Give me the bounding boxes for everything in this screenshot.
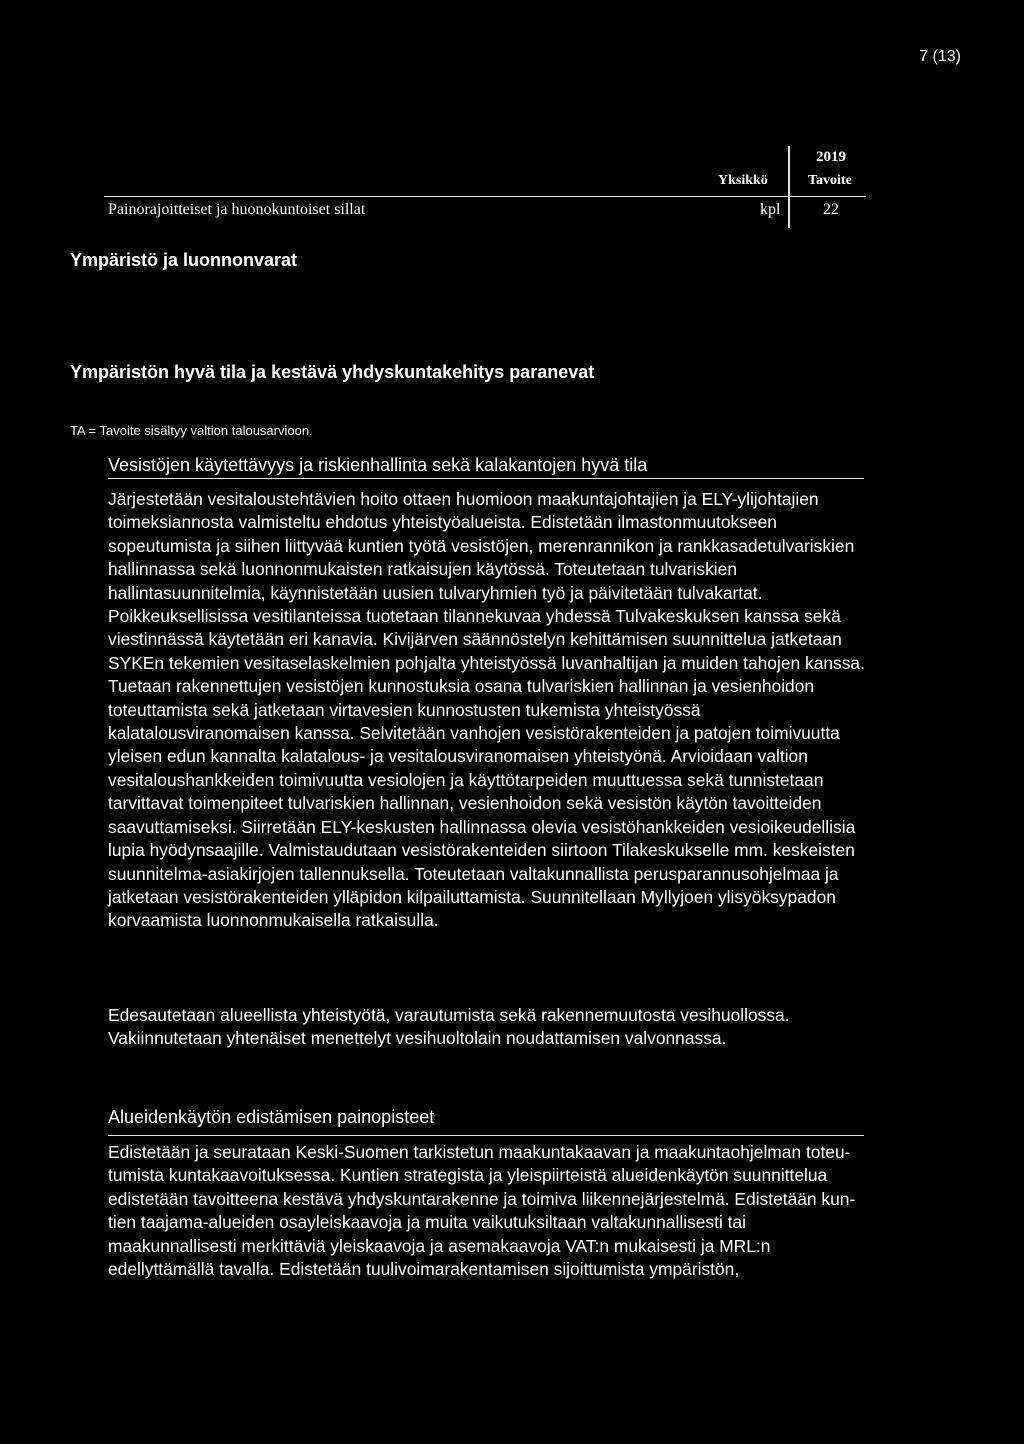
table-row-unit: kpl [760, 201, 781, 218]
block-title-water: Vesistöjen käytettävyys ja riskienhallinta sekä kalakantojen hyvä tila [108, 455, 648, 475]
table-year-header: 2019 [816, 149, 846, 165]
table-column-divider [788, 146, 790, 228]
table-target-header: Tavoite [808, 173, 852, 188]
block-title-land-use: Alueidenkäytön edistämisen painopisteet [108, 1107, 435, 1127]
table-row-target: 22 [823, 201, 839, 218]
block-paragraph-water: Järjestetään vesitaloustehtävien hoito ottaen huomioon maakuntajohtajien ja ELY-ylijohtajien toimeksiannosta valmisteltu ehdotus yhteistyöalueista. Edistetään ilmastonmuutokseen sopeutumista ja siihen liittyvää kuntien työtä vesistöjen, merenrannikon ja rankkasadetulvariskien hallinnassa sekä luonnonmukaisten ratkaisujen käytössä. Toteutetaan tulvariskien hallintasuunnitelmia, käynnistetään uusien tulvaryhmien työ ja päivitetään tulvakartat. Poikkeuksellisissa vesitilanteissa tuotetaan tilannekuvaa yhdessä Tulvakeskuksen kanssa sekä viestinnässä käytetään eri kanavia. Kivijärven säännöstelyn kehittämisen suunnittelua jatketaan SYKEn tekemien vesitaselaskelmien pohjalta yhteistyössä luvanhaltijan ja muiden tahojen kanssa. Tuetaan rakennettujen vesistöjen kunnostuksia osana tulvariskien hallinnan ja vesienhoidon toteuttamista sekä jatketaan virtavesien kunnostusten tukemista yhteistyössä kalatalousviranomaisen kanssa. Selvitetään vanhojen vesistörakenteiden ja patojen toimivuutta yleisen edun kannalta kalatalous- ja vesitalousviranomaisen yhteistyönä. Arvioidaan valtion vesitaloushankkeiden toimivuutta vesiolojen ja käyttötarpeiden muuttuessa sekä tunnistetaan tarvittavat toimenpiteet tulvariskien hallinnan, vesienhoidon sekä vesistön käytön tavoitteiden saavuttamiseksi. Siirretään ELY-keskusten hallinnassa olevia vesistöhankkeiden vesioikeudellisia lupia hyödynsaajille. Valmistaudutaan vesistörakenteiden siirtoon Tilakeskukselle mm. keskeisten suunnitelma-asiakirjojen tallennuksella. Toteutetaan valtakunnallista perusparannusohjelmaa ja jatketaan vesistörakenteiden ylläpidon kilpailuttamista. Suunnitellaan Myllyjoen ylisyöksypadon korvaamista luonnonmukaisella ratkaisulla. [108, 489, 865, 931]
block-title-divider [108, 478, 864, 479]
table-unit-header: Yksikkö [718, 173, 768, 188]
page-number: 7 (13) [919, 48, 961, 65]
block-paragraph-water-services: Edesautetaan alueellista yhteistyötä, varautumista sekä rakennemuutosta vesihuollossa. Vakiinnutetaan yhtenäiset menettelyt vesihuoltolain noudattamisen valvonnassa. [108, 1005, 790, 1049]
block-title-divider [108, 1135, 864, 1136]
section-heading: Ympäristö ja luonnonvarat [70, 250, 298, 270]
table-header-divider [104, 196, 866, 197]
ta-note: TA = Tavoite sisältyy valtion talousarvioon. [70, 423, 313, 438]
block-paragraph-land-use: Edistetään ja seurataan Keski-Suomen tarkistetun maakuntakaavan ja maakuntaohjelman toteu-tumista kuntakaavoituksessa. Kuntien strategista ja yleispiirteistä alueidenkäytön suunnittelua edistetään tavoitteena kestävä yhdyskuntarakenne ja toimiva liikennejärjestelmä. Edistetään kun-tien taajama-alueiden osayleiskaavoja ja muita vaikutuksiltaan valtakunnallisesti tai maakunnallisesti merkittäviä yleiskaavoja ja asemakaavoja VAT:n mukaisesti ja MRL:n edellyttämällä tavalla. Edistetään tuulivoimarakentamisen sijoittumista ympäristön, [108, 1142, 856, 1280]
table-row-label: Painorajoitteiset ja huonokuntoiset sillat [108, 201, 366, 218]
subsection-heading: Ympäristön hyvä tila ja kestävä yhdyskuntakehitys paranevat [70, 362, 595, 382]
